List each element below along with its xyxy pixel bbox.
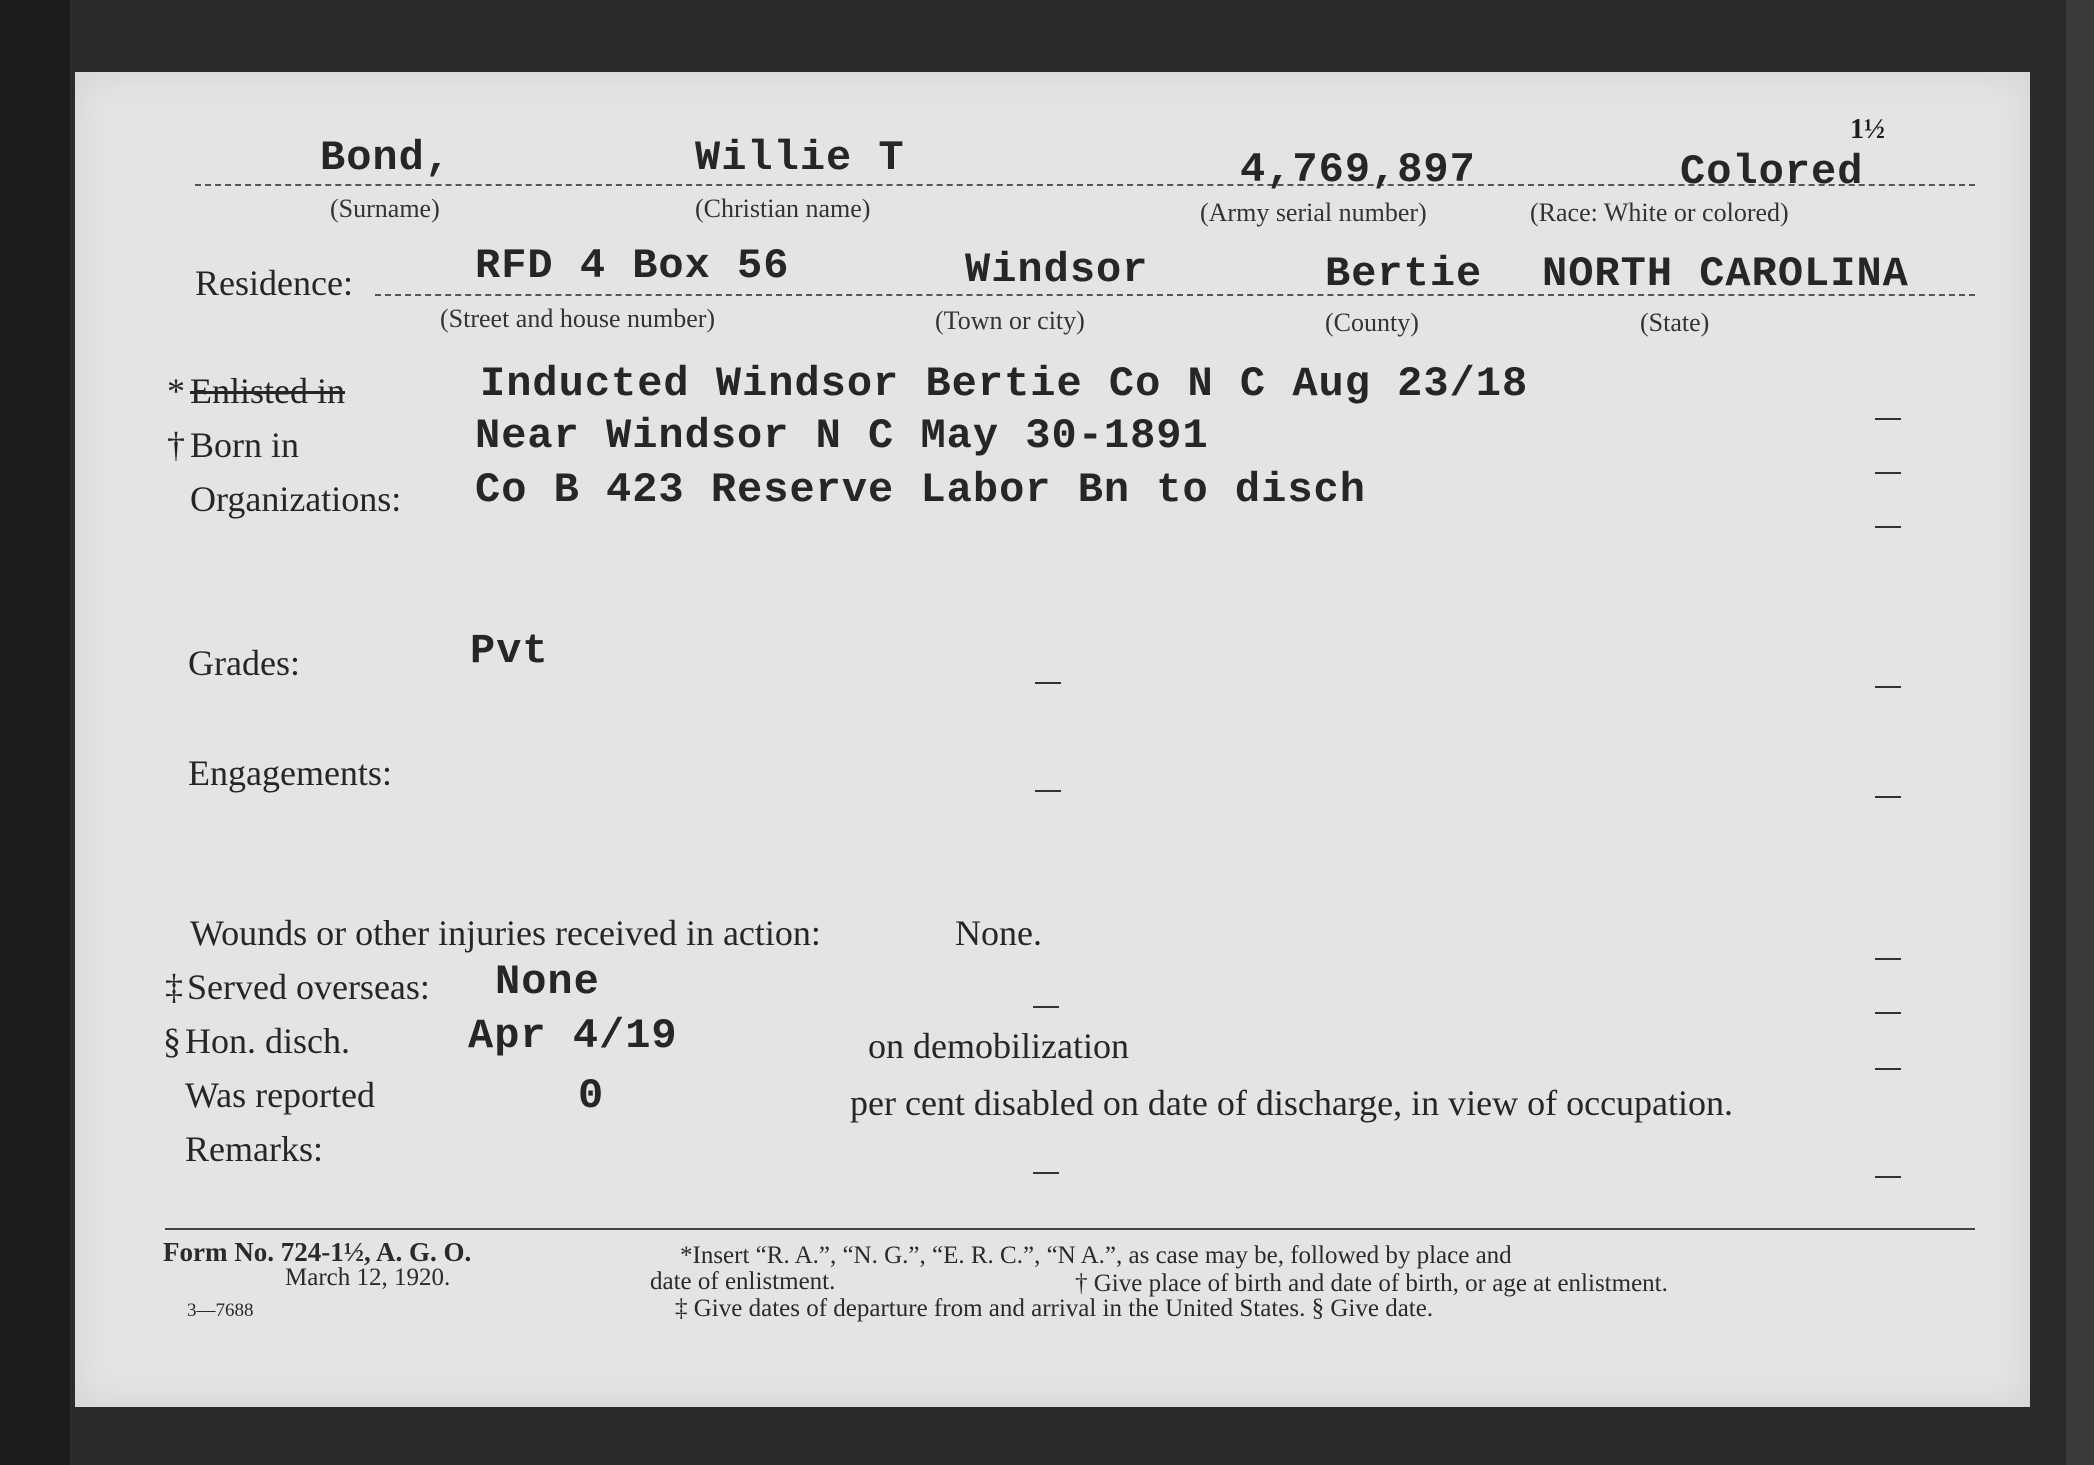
county-caption: (County) [1325, 308, 1419, 337]
wounds-value: None. [955, 913, 1042, 953]
background-left [0, 0, 70, 1465]
state-value: NORTH CAROLINA [1542, 250, 1909, 298]
reported-note: per cent disabled on date of discharge, in view of occupation. [850, 1083, 1734, 1123]
overseas-label: Served overseas: [187, 967, 430, 1007]
grades-value: Pvt [470, 627, 549, 675]
record-card [75, 72, 2030, 1407]
race-value: Colored [1680, 148, 1864, 196]
margin-mark [1875, 958, 1901, 960]
hon-disch-mark: § [163, 1021, 181, 1061]
surname-caption: (Surname) [330, 194, 440, 223]
grades-label: Grades: [188, 643, 300, 683]
margin-mark [1875, 472, 1901, 474]
margin-mark [1875, 796, 1901, 798]
form-number: Form No. 724-1½, A. G. O. [163, 1237, 472, 1267]
form-code: 3—7688 [187, 1300, 254, 1321]
footnote-enlistment: *Insert “R. A.”, “N. G.”, “E. R. C.”, “N A.”, as case may be, followed by place and [680, 1242, 1512, 1269]
hon-disch-label: Hon. disch. [185, 1021, 350, 1061]
margin-mark [1035, 790, 1061, 792]
serial-number-value: 4,769,897 [1240, 146, 1476, 194]
margin-mark [1875, 1176, 1901, 1178]
overseas-value: None [495, 958, 600, 1006]
street-caption: (Street and house number) [440, 304, 716, 333]
reported-value: 0 [578, 1072, 605, 1120]
hon-disch-value: Apr 4/19 [468, 1012, 678, 1060]
residence-label: Residence: [195, 263, 353, 303]
margin-mark [1875, 526, 1901, 528]
state-caption: (State) [1640, 308, 1710, 337]
christian-name-value: Willie T [695, 134, 905, 182]
margin-mark [1875, 1012, 1901, 1014]
surname-value: Bond, [320, 134, 452, 182]
corner-mark: 1½ [1850, 114, 1885, 145]
enlisted-value: Inducted Windsor Bertie Co N C Aug 23/18 [480, 360, 1529, 408]
street-value: RFD 4 Box 56 [475, 242, 790, 290]
margin-mark [1033, 1006, 1059, 1008]
reported-label: Was reported [185, 1075, 376, 1115]
margin-mark [1875, 686, 1901, 688]
footer-rule [165, 1228, 1975, 1230]
county-value: Bertie [1325, 250, 1483, 298]
overseas-mark: ‡ [165, 967, 183, 1007]
background-right [2066, 0, 2094, 1465]
born-value: Near Windsor N C May 30-1891 [475, 412, 1209, 460]
margin-mark [1033, 1172, 1059, 1174]
engagements-label: Engagements: [188, 753, 392, 793]
wounds-label: Wounds or other injuries received in action: [190, 913, 821, 953]
race-caption: (Race: White or colored) [1530, 198, 1789, 227]
remarks-label: Remarks: [185, 1129, 323, 1169]
town-caption: (Town or city) [935, 306, 1085, 335]
organizations-label: Organizations: [190, 479, 402, 519]
born-mark: † [167, 425, 185, 465]
hon-disch-note: on demobilization [868, 1026, 1129, 1066]
christian-name-caption: (Christian name) [695, 194, 871, 223]
town-value: Windsor [965, 246, 1149, 294]
margin-mark [1035, 682, 1061, 684]
footnote-overseas: ‡ Give dates of departure from and arrival in the United States. § Give date. [675, 1295, 1434, 1322]
enlisted-mark: * [167, 371, 185, 411]
enlisted-label: Enlisted in [190, 371, 345, 411]
footnote-enlistment-cont: date of enlistment. [650, 1268, 836, 1295]
margin-mark [1875, 418, 1901, 420]
footnote-birth: † Give place of birth and date of birth, or age at enlistment. [1075, 1270, 1668, 1297]
margin-mark [1875, 1068, 1901, 1070]
organizations-value: Co B 423 Reserve Labor Bn to disch [475, 466, 1366, 514]
born-label: Born in [190, 425, 300, 465]
serial-number-caption: (Army serial number) [1200, 198, 1427, 227]
form-date: March 12, 1920. [285, 1264, 451, 1291]
